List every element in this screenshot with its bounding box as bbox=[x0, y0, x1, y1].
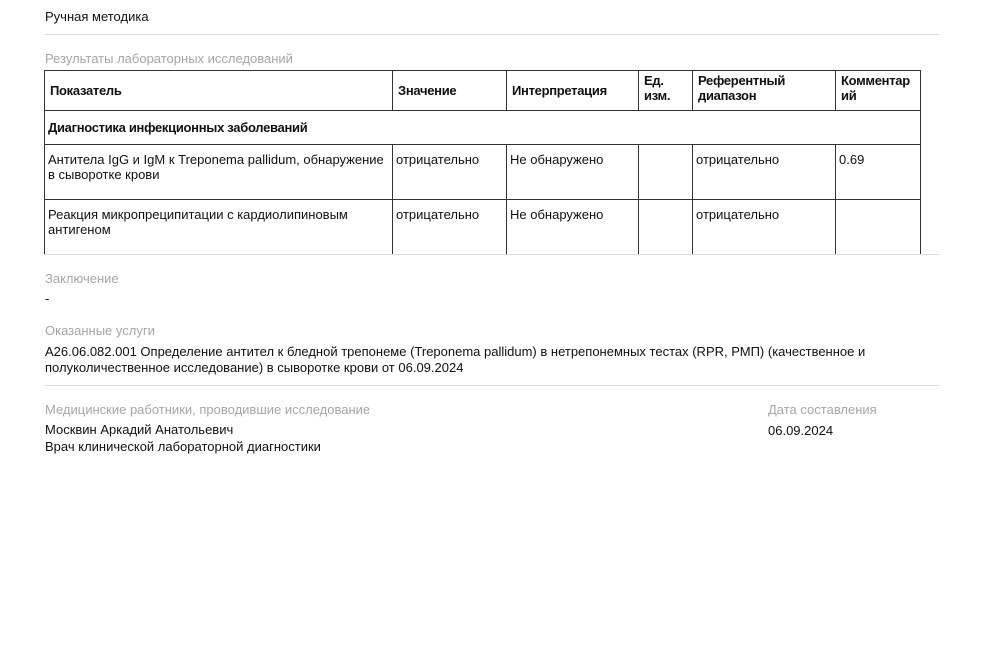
results-section-label: Результаты лабораторных исследований bbox=[45, 51, 293, 66]
divider bbox=[44, 34, 940, 35]
method-label: Ручная методика bbox=[45, 9, 149, 24]
cell-interpretation: Не обнаружено bbox=[507, 200, 639, 255]
results-table bbox=[44, 70, 921, 255]
divider bbox=[44, 254, 940, 255]
cell-comment: 0.69 bbox=[836, 145, 921, 200]
cell-comment bbox=[836, 200, 921, 255]
header-comment: Комментарий bbox=[836, 71, 921, 111]
conclusion-text: - bbox=[45, 291, 50, 306]
cell-indicator: Антитела IgG и IgM к Treponema pallidum, обнаружение в сыворотке крови bbox=[45, 145, 393, 200]
staff-label: Медицинские работники, проводившие исследование bbox=[45, 402, 371, 417]
table-header-row bbox=[45, 71, 921, 111]
header-value: Значение bbox=[393, 71, 507, 111]
header-reference: Референтный диапазон bbox=[693, 71, 836, 111]
cell-unit bbox=[639, 145, 693, 200]
staff-position: Врач клинической лабораторной диагностики bbox=[45, 439, 321, 454]
date-value: 06.09.2024 bbox=[768, 423, 834, 438]
cell-value: отрицательно bbox=[393, 145, 507, 200]
group-title: Диагностика инфекционных заболеваний bbox=[45, 111, 921, 145]
cell-indicator: Реакция микропреципитации с кардиолипиновым антигеном bbox=[45, 200, 393, 255]
table-group-row bbox=[45, 111, 921, 145]
header-unit: Ед. изм. bbox=[639, 71, 693, 111]
services-label: Оказанные услуги bbox=[45, 323, 155, 338]
table-row bbox=[45, 145, 921, 200]
divider bbox=[44, 385, 940, 386]
conclusion-label: Заключение bbox=[45, 271, 119, 286]
cell-reference: отрицательно bbox=[693, 145, 836, 200]
staff-name: Москвин Аркадий Анатольевич bbox=[45, 422, 234, 437]
services-text: A26.06.082.001 Определение антител к бледной трепонеме (Treponema pallidum) в нетрепонемных тестах (RPR, РМП) (качественное и полуколичественное исследование) в сыворотке крови от 06.09.2024 bbox=[45, 344, 866, 375]
cell-value: отрицательно bbox=[393, 200, 507, 255]
cell-interpretation: Не обнаружено bbox=[507, 145, 639, 200]
table-row bbox=[45, 200, 921, 255]
cell-reference: отрицательно bbox=[693, 200, 836, 255]
header-interpretation: Интерпретация bbox=[507, 71, 639, 111]
date-label: Дата составления bbox=[768, 402, 877, 417]
cell-unit bbox=[639, 200, 693, 255]
header-indicator: Показатель bbox=[45, 71, 393, 111]
